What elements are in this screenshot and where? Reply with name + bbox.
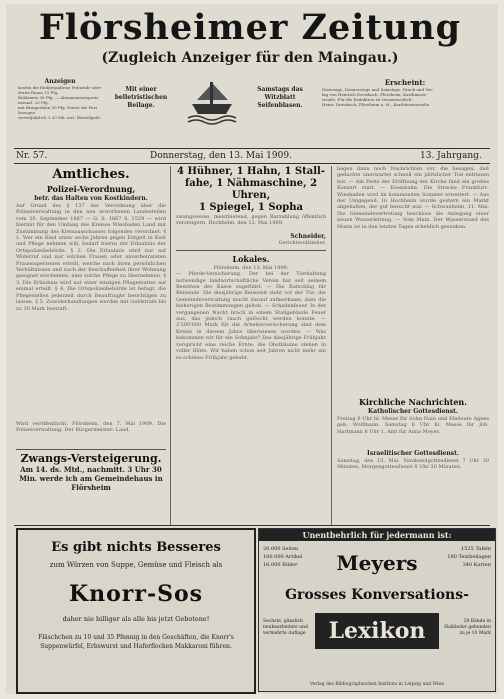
ads-rule: [14, 525, 490, 526]
dateline: Flörsheim, den 13. Mai 1909.: [213, 264, 289, 271]
auction-item-line: 1 Spiegel, 1 Sopha: [198, 202, 303, 213]
auction-heading: Zwangs-Versteigerung.: [20, 452, 162, 465]
meyers-note: 20 Bände in Halbleder gebunden zu je 10 Mark: [444, 619, 491, 636]
meyers-word: Meyers: [336, 551, 418, 575]
header-middle-left: Mit einer belletristischen Beilage.: [114, 86, 168, 109]
issue-number: Nr. 57.: [16, 151, 48, 161]
header-left-line: vierteljährlich 1.30 Mk. incl. Bestellgeld.: [18, 115, 101, 120]
knorr-line: Fläschchen zu 10 und 35 Pfennig in den Geschäften, die Knorr's Suppenwürfel, Erbswurst und Haferflocken Makkaroni führen.: [38, 634, 234, 650]
divider: [176, 250, 326, 251]
issue-date: Donnerstag, den 13. Mai 1909.: [150, 151, 292, 161]
meyers-word: Grosses Konversations-: [285, 587, 469, 603]
auction-item-line: 4 Hühner, 1 Hahn, 1 Stall-: [177, 166, 325, 177]
knorr-ad: [16, 528, 256, 694]
knorr-line: zum Würzen von Suppe, Gemüse und Fleisch als: [49, 561, 223, 569]
header-right-line: Heinr. Dreisbach, Flörsheim a. M., Karthäuserstraße.: [322, 102, 431, 107]
church-body-2: Samstag, den 15. Mai. Vorabendgottesdienst 7 Uhr 30 Minuten, Morgengottesdienst 8 Uhr 30 Minuten.: [337, 458, 489, 471]
section-heading-lokales: Lokales.: [232, 253, 270, 264]
meyers-stat: 16.000 Bilder: [263, 562, 298, 568]
meyers-footer: Verlag des Bibliographischen Instituts in Leipzig und Wien: [309, 682, 445, 687]
column-rule: [170, 166, 171, 526]
ship-emblem-icon: [184, 74, 240, 128]
column-1: [16, 166, 166, 526]
header-right-line: lag von Heinrich Dreisbach, Flörsheim, Karthäuser-: [322, 92, 428, 97]
header-left-line: mit Bringerlohn 30 Pfg. Durch die Post bezogen: [18, 105, 98, 115]
meyers-stat: 340 Karten: [462, 562, 491, 568]
meyers-banner: Unentbehrlich für jedermann ist:: [259, 529, 495, 541]
meyers-right-stats: [437, 545, 491, 569]
header-right-line: Dienstags, Donnerstags und Samstags. Druck und Ver-: [322, 87, 434, 92]
header-rule: [14, 148, 490, 149]
meyers-stat: 180 Textbeilagen: [447, 554, 491, 560]
section-heading: Amtliches.: [52, 167, 130, 182]
meyers-stat: 20.000 Seiten: [263, 546, 299, 552]
notice-subheading: betr. das Halten von Kostkindern.: [34, 195, 148, 202]
column-rule: [331, 166, 332, 526]
church-subheading-2: Israelitischer Gottesdienst.: [367, 450, 459, 457]
auction-sign: Schneider,: [290, 233, 326, 240]
notice-signature: Wird veröffentlicht. Flörsheim, den 7. Mai 1909. Die Polizeiverwaltung. Der Bürgermeister: Laud.: [16, 421, 166, 434]
issue-year: 13. Jahrgang.: [420, 151, 482, 161]
column-3-body: liegen dann noch Nachrichten vor, die besagen, daß gedachte unerwartet schnell ein plötzlicher Tod entrissen hat. — Am Feste der Eröffnung der Kirche fand ein großes Konzert statt. — Eisenbahn. Die Strecke Frankfurt–Wiesbaden wird im kommenden Sommer erweitert. — Aus der Umgegend. In Hochheim wurde gestern ein Markt abgehalten, der gut besucht war. — Schwanheim, 11. Mai. Die Gemeindevertretung beschloss die Anlegung einer neuen Wasserleitung. — Vom Main. Der Wasserstand des Mains ist in den letzten Tagen erheblich gesunken.: [337, 166, 489, 230]
header-right-block: [322, 78, 488, 107]
header-right-title: Erscheint:: [384, 78, 426, 87]
masthead-subtitle: (Zugleich Anzeiger für den Maingau.): [101, 50, 399, 66]
knorr-brand: Knorr-Sos: [68, 581, 204, 607]
auction-item-line: fahe, 1 Nähmaschine, 2 Uhren,: [184, 178, 318, 201]
church-body: Freitag 6 Uhr hl. Messe für Sohn Nain und Eheleute Agnes geb. Wolfmann. Samstag 6 Uhr hl. Messe für Joh. Hartmann 8 Uhr 1. Amt für Anna Meyer.: [337, 416, 489, 435]
notice-heading: Polizei-Verordnung,: [46, 184, 136, 194]
masthead-title: Flörsheimer Zeitung: [38, 7, 462, 48]
notice-body: Auf Grund des § 137 der Verordnung über die Polizeiverwaltung in den neu erworbenen Landesteilen vom 20. September 1867 — G. S. 1867 S. 1529 — wird hiermit für den Umfang des Kreises Wiesbaden Land mit Zustimmung des Kreisausschusses folgendes verordnet: § 1. Wer ein Kind unter sechs Jahren gegen Entgelt in Kost und Pflege nehmen will, bedarf hierzu der Erlaubnis der Ortspolizeibehörde. § 2. Die Erlaubnis wird nur auf Widerruf und nur solchen Frauen oder unverheirateten Frauenspersonen erteilt, welche nach ihren persönlichen Verhältnissen und nach der Beschaffenheit ihrer Wohnung geeignet erscheinen, eine solche Pflege zu übernehmen. § 3. Die Erlaubnis wird nur einer einzigen Pflegemutter auf einmal erteilt. § 4. Die Ortspolizeibehörde ist befugt, die Pflegestellen jederzeit durch Beauftragte besichtigen zu lassen. § 5. Zuwiderhandlungen werden mit Geldstrafe bis zu 30 Mark bestraft.: [16, 203, 166, 312]
church-heading: Kirchliche Nachrichten.: [358, 397, 468, 407]
meyers-stat: 1525 Tafeln: [461, 546, 491, 552]
column-3: [337, 166, 489, 526]
lokales-body: — Pferde-Versicherung. Der bei der Tierhaltung notwendige landwirtschaftliche Verein hat seit seinem Bestehen der Kasse zugeführt. — Die Ratschlag für Reisende. Die diesjährige Reisezeit steht vor der Tür; die Gemeindeverwaltung macht darauf aufmerksam, dass die bisherigen Bestimmungen gelten. — Schadenfeuer. In der vergangenen Nacht brach in einem Stallgebäude Feuer aus, das jedoch rasch gelöscht werden konnte. — 2'500'000 Mark für die Arbeiterversicherung sind dem Kreise in diesem Jahre überwiesen worden. — Was bekommen wir für ein Sohnjahr? Das diesjährige Frühjahr verspricht eine reiche Ernte; die Obstbäume stehen in voller Blüte. Wir haben schon seit Jahren nicht mehr ein so schönes Frühjahr gehabt.: [176, 271, 326, 361]
header-right-line: straße. Für die Redaktion ist verantwortlich:: [322, 97, 413, 102]
divider: [16, 449, 166, 450]
knorr-headline: Es gibt nichts Besseres: [51, 540, 221, 555]
header-middle-right: Samstags das Witzblatt Seifenblasen.: [257, 86, 303, 109]
header-left-line: Reklamen 30 Pfg. — Abonnementspreis monatl. 25 Pfg.: [18, 95, 99, 105]
meyers-stat: 180.000 Artikel: [263, 554, 303, 560]
meyers-ad: [258, 528, 496, 692]
header-left-title: Anzeigen: [44, 78, 76, 85]
church-subheading: Katholischer Gottesdienst.: [367, 408, 458, 415]
meyers-note: Sechste, gänzlich neubearbeitete und vermehrte Auflage: [263, 619, 308, 636]
header-rule: [14, 163, 490, 164]
meyers-left-stats: [263, 545, 317, 569]
header-left-line: kosten die fünfgespaltene Petitzeile oder deren Raum 15 Pfg.: [18, 85, 101, 95]
auction-text: zwangsweise, meistbietend, gegen Barzahlung öffentlich versteigern. Hochheim, den 12. Mai 1909.: [176, 214, 326, 227]
auction-sign-title: Gerichtsvollzieher.: [278, 240, 326, 247]
column-2: [176, 166, 326, 526]
header-left-block: [18, 78, 102, 120]
auction-line: Am 14. ds. Mtd., nachmitt. 3 Uhr 30 Min. werde ich am Gemeindehaus in Flörsheim: [19, 465, 163, 492]
knorr-line: daher nie billiger als alle bis jetzt Gebotene!: [62, 615, 210, 623]
meyers-word: Lexikon: [315, 613, 439, 649]
